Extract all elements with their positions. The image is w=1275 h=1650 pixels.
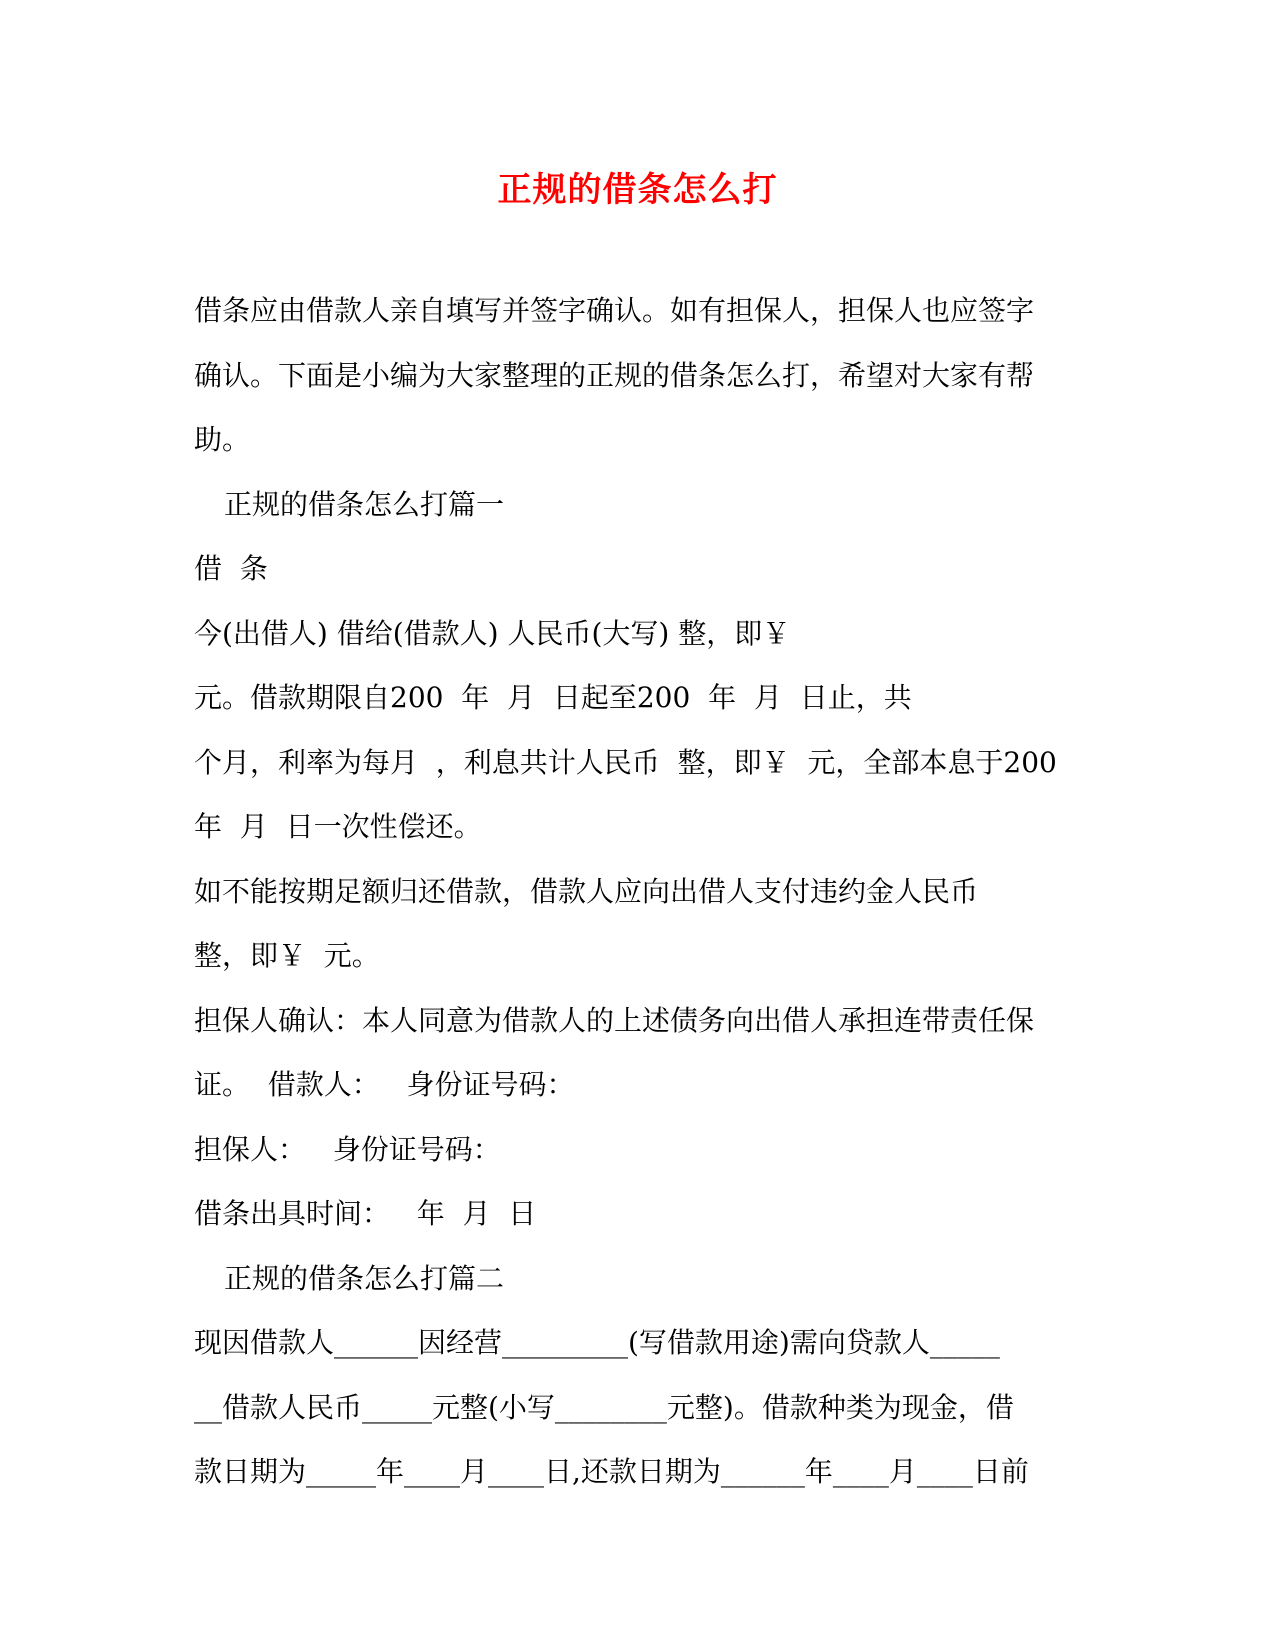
document-title: 正规的借条怎么打 xyxy=(497,170,778,210)
document-body xyxy=(194,279,1084,1505)
body-line: __借款人民币_____元整(小写________元整)。借款种类为现金，借 xyxy=(194,1390,1014,1424)
body-line: 年 月 日一次性偿还。 xyxy=(194,810,482,843)
body-line: 款日期为_____年____月____日,还款日期为______年____月____日前 xyxy=(194,1455,1029,1488)
body-line: 证。 借款人： 身份证号码： xyxy=(194,1068,575,1101)
body-line: 借条应由借款人亲自填写并签字确认。如有担保人，担保人也应签字 xyxy=(194,294,1035,327)
body-line: 担保人： 身份证号码： xyxy=(194,1132,501,1166)
body-line: 个月，利率为每月 ，利息共计人民币 整，即￥ 元，全部本息于200 xyxy=(194,745,1057,779)
body-line: 整，即￥ 元。 xyxy=(194,939,380,972)
body-line: 助。 xyxy=(194,423,251,456)
section-heading-1: 正规的借条怎么打篇一 xyxy=(224,487,505,521)
body-line: 现因借款人______因经营_________(写借款用途)需向贷款人_____ xyxy=(194,1326,1000,1359)
body-line: 元。借款期限自200 年 月 日起至200 年 月 日止，共 xyxy=(194,681,912,714)
body-line: 今(出借人) 借给(借款人) 人民币(大写) 整，即￥ xyxy=(194,616,791,650)
body-line: 担保人确认：本人同意为借款人的上述债务向出借人承担连带责任保 xyxy=(194,1003,1035,1037)
body-line: 借条出具时间： 年 月 日 xyxy=(194,1197,537,1230)
section-heading-2: 正规的借条怎么打篇二 xyxy=(224,1261,505,1295)
body-line: 确认。下面是小编为大家整理的正规的借条怎么打，希望对大家有帮 xyxy=(194,358,1035,392)
body-line: 如不能按期足额归还借款，借款人应向出借人支付违约金人民币 xyxy=(194,874,979,908)
iou-heading: 借 条 xyxy=(194,552,268,585)
